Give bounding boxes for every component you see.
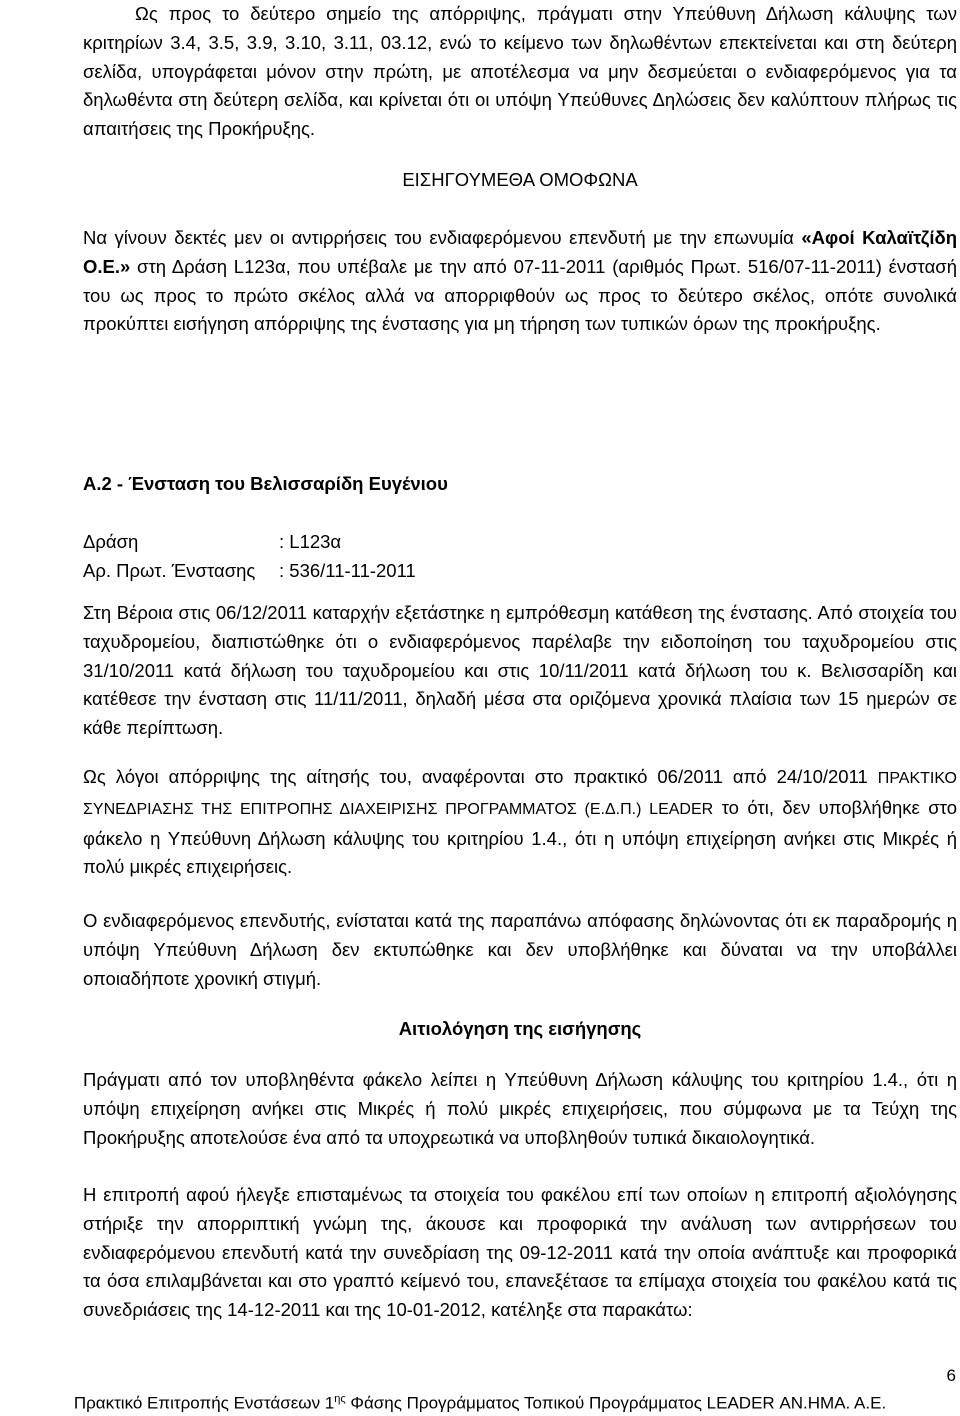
page-number: 6 (946, 1366, 956, 1385)
paragraph-intro: Ως προς το δεύτερο σημείο της απόρριψης, πράγματι στην Υπεύθυνη Δήλωση κάλυψης των κριτηρίων 3.4, 3.5, 3.9, 3.10, 3.11, 03.12, ενώ το κείμενο των δηλωθέντων επεκτείνεται και στη δεύτερη σελίδα, υπογράφεται μόνον στην πρώτη, με αποτέλεσμα να μην δεσμεύεται ο ενδιαφερόμενος για τα δηλωθέντα στη δεύτερη σελίδα, και κρίνεται ότι οι υπόψη Υπεύθυνες Δηλώσεις δεν καλύπτουν πλήρως τις απαιτήσεις της Προκήρυξης. (83, 3, 957, 140)
paragraph-justification: Πράγματι από τον υποβληθέντα φάκελο λείπει η Υπεύθυνη Δήλωση κάλυψης του κριτηρίου 1.4., ότι η υπόψη επιχείρηση ανήκει στις Μικρές ή πολύ μικρές επιχειρήσεις, που σύμφωνα με τα Τεύχη της Προκήρυξης αποτελούσε ένα από τα υποχρεωτικά να υποβληθούν τυπικά δικαιολογητικά. (83, 1069, 957, 1148)
detail-value: : 536/11-11-2011 (279, 560, 416, 581)
detail-key: Αρ. Πρωτ. Ένστασης (83, 560, 256, 581)
footer-text-start: Πρακτικό Επιτροπής Ενστάσεων 1 (73, 1393, 335, 1413)
committee-reference: ΠΡΑΚΤΙΚΟ ΣΥΝΕΔΡΙΑΣΗΣ ΤΗΣ ΕΠΙΤΡΟΠΗΣ ΔΙΑΧΕΙΡΙΣΗΣ ΠΡΟΓΡΑΜΜΑΤΟΣ (Ε.Δ.Π.) LEADER (83, 770, 957, 818)
reasons-text-start: Ως λόγοι απόρριψης της αίτησής του, αναφέρονται στο πρακτικό 06/2011 από 24/10/2011 (83, 766, 878, 787)
paragraph-date: Στη Βέροια στις 06/12/2011 καταρχήν εξετάστηκε η εμπρόθεσμη κατάθεση της ένστασης. Από στοιχεία του ταχυδρομείου, διαπιστώθηκε ότι ο ενδιαφερόμενος παρέλαβε την ειδοποίηση του ταχυδρομείου στις 31/10/2011 κατά δήλωση του ταχυδρομείου και στις 10/11/2011 κατά δήλωση του κ. Βελισσαρίδη και κατέθεσε την ένσταση στις 11/11/2011, δηλαδή μέσα στα οριζόμενα χρονικά πλαίσια των 15 ημερών σε κάθε περίπτωση. (83, 602, 957, 739)
reasons-text-end: το ότι, δεν υποβλήθηκε στο φάκελο η Υπεύθυνη Δήλωση κάλυψης του κριτηρίου 1.4., ότι η υπόψη επιχείρηση ανήκει στις Μικρές ή πολύ μικρές επιχειρήσεις. (83, 796, 957, 878)
recommendation-text-start: Να γίνουν δεκτές μεν οι αντιρρήσεις του ενδιαφερόμενου επενδυτή με την επωνυμία (83, 227, 802, 248)
footer-text-end: Φάσης Προγράμματος Τοπικού Προγράμματος LEADER ΑΝ.ΗΜΑ. Α.Ε. (345, 1393, 887, 1413)
detail-key: Δράση (83, 531, 139, 552)
justification-heading: Αιτιολόγηση της εισήγησης (398, 1018, 642, 1039)
paragraph-recommendation (83, 224, 957, 339)
page-footer (0, 1387, 960, 1416)
company-name: «Αφοί Καλαϊτζίδη Ο.Ε.» (83, 227, 957, 277)
detail-row-protocol (83, 557, 416, 585)
detail-value: : L123α (279, 531, 342, 552)
recommendation-heading: ΕΙΣΗΓΟΥΜΕΘΑ ΟΜΟΦΩΝΑ (402, 169, 638, 190)
detail-row-action (83, 528, 341, 556)
footer-superscript: ης (334, 1393, 346, 1405)
paragraph-reasons (83, 763, 957, 882)
paragraph-committee: Η επιτροπή αφού ήλεγξε επισταμένως τα στοιχεία του φακέλου επί των οποίων η επιτροπή αξιολόγησης στήριξε την απορριπτική γνώμη της, άκουσε και προφορικά την ανάλυση των αντιρρήσεων του ενδιαφερόμενου επενδυτή κατά την συνεδρίαση της 09-12-2011 κατά την οποία ανάπτυξε και προφορικά τα όσα επιλαμβάνεται και στο γραπτό κείμενό του, επανεξέτασε τα επίμαχα στοιχεία του φακέλου κατά τις συνεδριάσεις της 14-12-2011 και της 10-01-2012, κατέληξε στα παρακάτω: (83, 1184, 957, 1321)
recommendation-text-end: στη Δράση L123α, που υπέβαλε με την από 07-11-2011 (αριθμός Πρωτ. 516/07-11-2011) ένστασή του ως προς το πρώτο σκέλος αλλά να απορριφθούν ως προς το δεύτερο σκέλος, οπότε συνολικά προκύπτει εισήγηση απόρριψης της ένστασης για μη τήρηση των τυπικών όρων της προκήρυξης. (83, 255, 957, 335)
section-title: Α.2 - Ένσταση του Βελισσαρίδη Ευγένιου (83, 473, 448, 494)
paragraph-objection: Ο ενδιαφερόμενος επενδυτής, ενίσταται κατά της παραπάνω απόφασης δηλώνοντας ότι εκ παραδρομής η υπόψη Υπεύθυνη Δήλωση δεν εκτυπώθηκε και δεν υποβλήθηκε και δύναται να την υποβάλλει οποιαδήποτε χρονική στιγμή. (83, 910, 957, 989)
